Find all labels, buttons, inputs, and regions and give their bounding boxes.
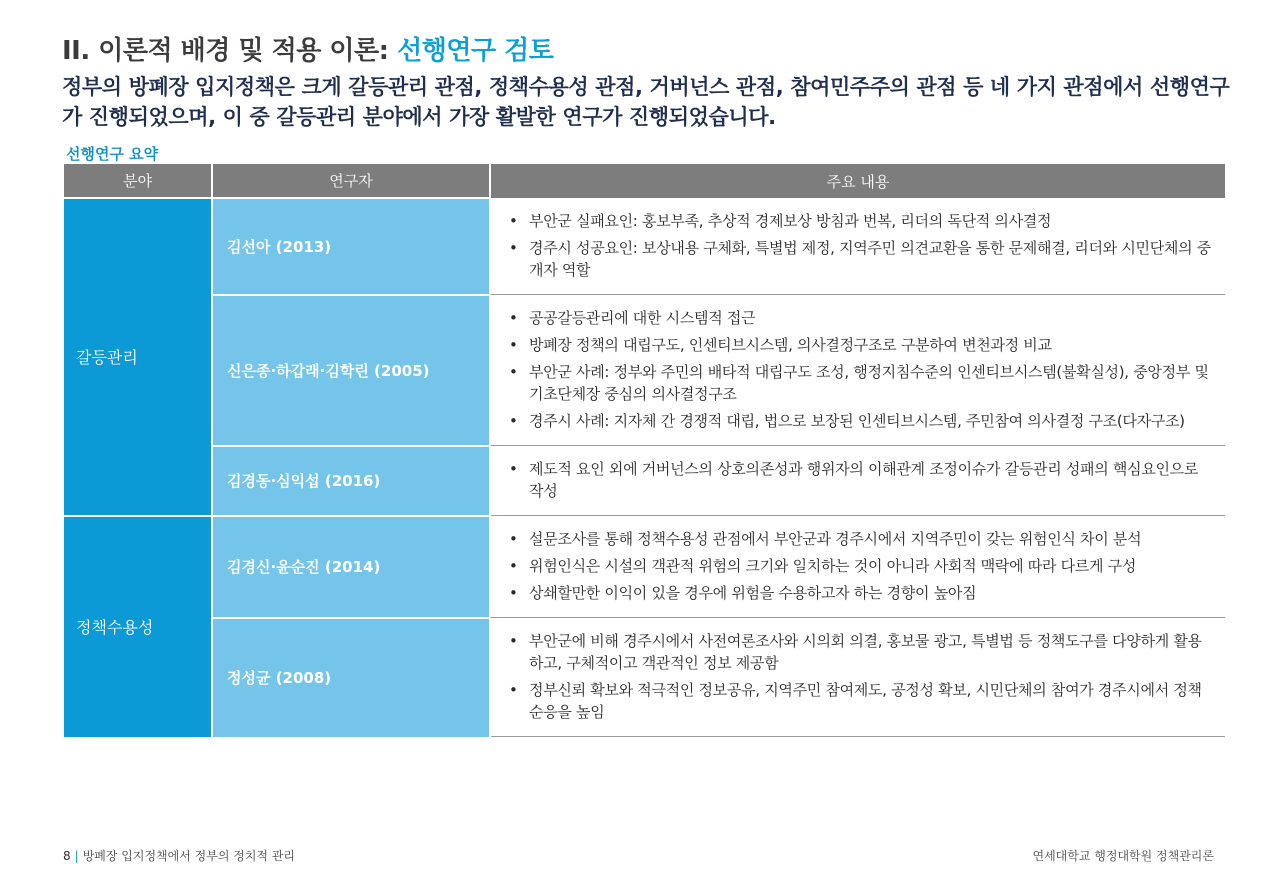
table-header-row [64, 164, 1225, 198]
researcher-cell: 신은종·하갑래·김학린 (2005) [212, 295, 490, 446]
content-list-item: • 경주시 사례: 지자체 간 경쟁적 대립, 법으로 보장된 인센티브시스템, 주민참여 의사결정 구조(다자구조) [507, 410, 1211, 432]
footer-title: 방폐장 입지정책에서 정부의 정치적 관리 [82, 849, 296, 863]
heading-accent: 선행연구 검토 [397, 36, 554, 66]
content-list-item: • 경주시 성공요인: 보상내용 구체화, 특별법 제정, 지역주민 의견교환을 통한 문제해결, 리더와 시민단체의 중개자 역할 [507, 237, 1211, 281]
table-row [64, 446, 1225, 516]
table-row [64, 198, 1225, 295]
researcher-cell: 김경동·심익섭 (2016) [212, 446, 490, 516]
content-cell [490, 516, 1225, 618]
footer-right: 연세대학교 행정대학원 정책관리론 [1032, 849, 1214, 863]
header-field: 분야 [64, 164, 212, 198]
content-list [507, 307, 1211, 432]
researcher-cell: 김선아 (2013) [212, 198, 490, 295]
content-cell [490, 198, 1225, 295]
content-list-item: • 부안군에 비해 경주시에서 사전여론조사와 시의회 의결, 홍보물 광고, 특별법 등 정책도구를 다양하게 활용하고, 구체적이고 객관적인 정보 제공함 [507, 630, 1211, 674]
content-list [507, 458, 1211, 502]
table-row [64, 618, 1225, 737]
content-cell [490, 446, 1225, 516]
content-list-item: • 정부신뢰 확보와 적극적인 정보공유, 지역주민 참여제도, 공정성 확보, 시민단체의 참여가 경주시에서 정책순응을 높임 [507, 679, 1211, 723]
content-list-item: • 위험인식은 시설의 객관적 위험의 크기와 일치하는 것이 아니라 사회적 맥락에 따라 다르게 구성 [507, 555, 1211, 577]
field-cell: 정책수용성 [64, 516, 212, 737]
page-heading [62, 30, 553, 67]
content-cell [490, 295, 1225, 446]
researcher-cell: 정성균 (2008) [212, 618, 490, 737]
table-caption: 선행연구 요약 [66, 145, 159, 163]
content-list-item: • 방폐장 정책의 대립구도, 인센티브시스템, 의사결정구조로 구분하여 변천과정 비교 [507, 334, 1211, 356]
footer-separator: | [74, 849, 79, 863]
header-content: 주요 내용 [490, 164, 1225, 198]
content-list-item: • 부안군 실패요인: 홍보부족, 추상적 경제보상 방침과 번복, 리더의 독단적 의사결정 [507, 210, 1211, 232]
content-cell [490, 618, 1225, 737]
content-list [507, 528, 1211, 604]
researcher-cell: 김경신·윤순진 (2014) [212, 516, 490, 618]
page-number: 8 [63, 849, 71, 863]
footer-left [63, 847, 295, 864]
content-list-item: • 부안군 사례: 정부와 주민의 배타적 대립구도 조성, 행정지침수준의 인센티브시스템(불확실성), 중앙정부 및 기초단체장 중심의 의사결정구조 [507, 361, 1211, 405]
field-cell: 갈등관리 [64, 198, 212, 516]
content-list [507, 210, 1211, 281]
content-list-item: • 제도적 요인 외에 거버넌스의 상호의존성과 행위자의 이해관계 조정이슈가 갈등관리 성패의 핵심요인으로 작성 [507, 458, 1211, 502]
table-row [64, 516, 1225, 618]
content-list-item: • 설문조사를 통해 정책수용성 관점에서 부안군과 경주시에서 지역주민이 갖는 위험인식 차이 분석 [507, 528, 1211, 550]
heading-prefix: II. 이론적 배경 및 적용 이론: [62, 36, 398, 66]
research-summary-table [64, 164, 1225, 737]
table-body [64, 198, 1225, 737]
table-row [64, 295, 1225, 446]
content-list-item: • 상쇄할만한 이익이 있을 경우에 위험을 수용하고자 하는 경향이 높아짐 [507, 582, 1211, 604]
content-list [507, 630, 1211, 723]
content-list-item: • 공공갈등관리에 대한 시스템적 접근 [507, 307, 1211, 329]
lead-paragraph: 정부의 방폐장 입지정책은 크게 갈등관리 관점, 정책수용성 관점, 거버넌스 관점, 참여민주주의 관점 등 네 가지 관점에서 선행연구가 진행되었으며, 이 중 갈등관리 분야에서 가장 활발한 연구가 진행되었습니다. [62, 75, 1230, 129]
header-researcher: 연구자 [212, 164, 490, 198]
